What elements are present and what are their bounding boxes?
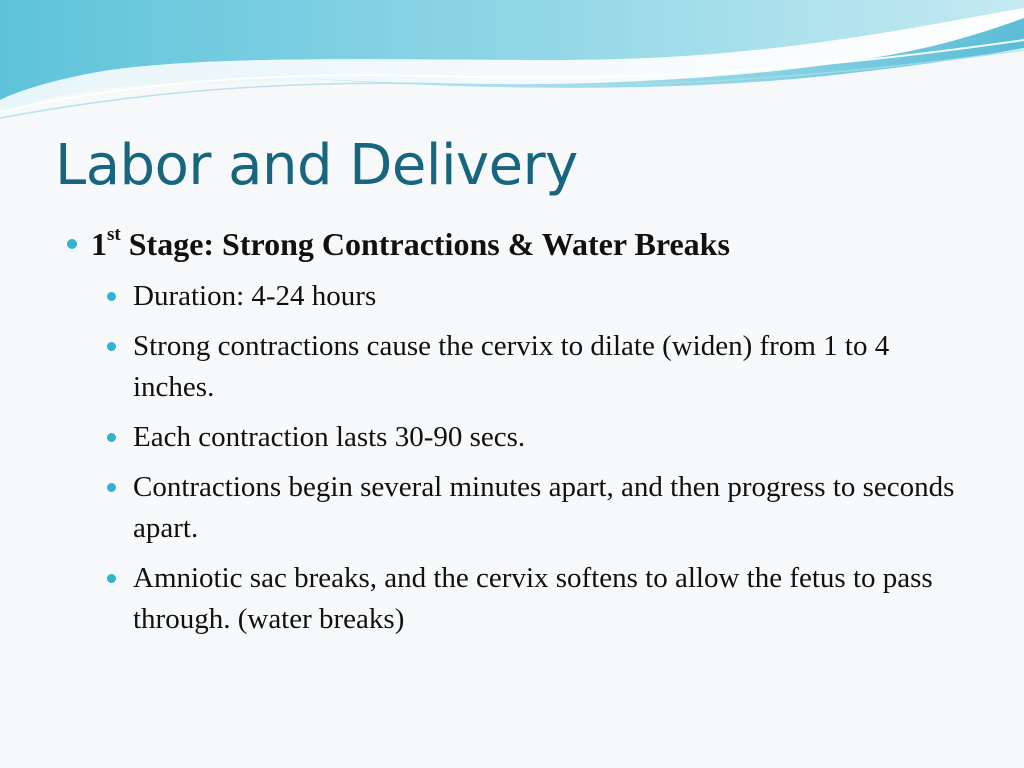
bullet-dot-icon bbox=[67, 239, 77, 249]
bullet-dot-icon bbox=[107, 342, 116, 351]
sub-bullet-item bbox=[133, 417, 972, 458]
stage-heading-text: Stage: Strong Contractions & Water Breaks bbox=[120, 226, 730, 262]
bullet-dot-icon bbox=[107, 433, 116, 442]
sub-bullet-item bbox=[133, 326, 972, 408]
sub-bullet-text: Contractions begin several minutes apart, and then progress to seconds apart. bbox=[133, 471, 955, 544]
sub-bullet-text: Amniotic sac breaks, and the cervix softens to allow the fetus to pass through. (water breaks) bbox=[133, 562, 933, 635]
bullet-dot-icon bbox=[107, 574, 116, 583]
main-bullet-point bbox=[62, 222, 972, 266]
sub-bullet-item bbox=[133, 467, 972, 549]
sub-bullet-text: Each contraction lasts 30-90 secs. bbox=[133, 421, 526, 453]
stage-ordinal: 1 bbox=[91, 226, 107, 262]
ordinal-suffix: st bbox=[107, 224, 121, 246]
header-wave-decoration bbox=[0, 0, 1024, 130]
slide-body bbox=[62, 222, 972, 649]
bullet-dot-icon bbox=[107, 483, 116, 492]
sub-bullet-item bbox=[133, 276, 972, 317]
slide-title: Labor and Delivery bbox=[55, 133, 578, 198]
bullet-dot-icon bbox=[107, 292, 116, 301]
sub-bullet-text: Duration: 4-24 hours bbox=[133, 280, 377, 312]
sub-bullet-list bbox=[62, 276, 972, 640]
sub-bullet-item bbox=[133, 558, 972, 640]
sub-bullet-text: Strong contractions cause the cervix to dilate (widen) from 1 to 4 inches. bbox=[133, 330, 890, 403]
